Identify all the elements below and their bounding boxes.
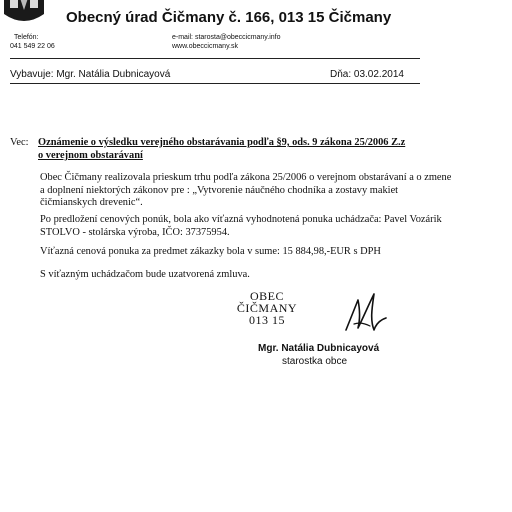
office-title: Obecný úrad Čičmany č. 166, 013 15 Čičmany xyxy=(66,9,392,26)
prepared-by: Vybavuje: Mgr. Natália Dubnicayová xyxy=(10,69,171,80)
paragraph-contract xyxy=(40,269,468,282)
paragraph-winner-line-1: Po predložení cenových ponúk, bola ako víťazná vyhodnotená ponuka uchádzača: Pavel Vozárik xyxy=(40,214,442,225)
signatory-name: Mgr. Natália Dubnicayová xyxy=(258,343,380,354)
phone-label: Telefón: xyxy=(14,34,39,41)
paragraph-price xyxy=(40,246,468,259)
paragraph-contract-line: S víťazným uchádzačom bude uzatvorená zmluva. xyxy=(40,269,250,280)
web-text: www.obeccicmany.sk xyxy=(172,43,239,50)
stamp-line-1: OBEC xyxy=(249,289,284,303)
paragraph-winner-line-2: STOLVO - stolárska výroba, IČO: 37375954. xyxy=(40,226,230,238)
phone-value: 041 549 22 06 xyxy=(10,43,55,50)
paragraph-winner xyxy=(40,214,468,239)
document-date: Dňa: 03.02.2014 xyxy=(330,69,404,80)
signatory-role: starostka obce xyxy=(282,356,348,367)
email-text: e-mail: starosta@obeccicmany.info xyxy=(172,34,281,41)
signature-icon xyxy=(340,280,390,340)
paragraph-survey-line-1: Obec Čičmany realizovala prieskum trhu podľa zákona 25/2006 o verejnom obstarávaní a o zmene xyxy=(40,172,452,183)
stamp-line-2: ČIČMANY xyxy=(236,301,298,315)
paragraph-survey-line-3: čičmianskych drevenic“. xyxy=(40,197,143,209)
subject-line-1: Oznámenie o výsledku verejného obstarávania podľa §9, ods. 9 zákona 25/2006 Z.z xyxy=(38,137,406,148)
coat-of-arms-icon xyxy=(0,0,48,24)
stamp-line-3: 013 15 xyxy=(249,313,285,327)
official-stamp xyxy=(230,290,304,326)
meta-divider xyxy=(10,83,420,84)
paragraph-survey-line-2: a doplnení niektorých zákonov pre : „Vytvorenie náučného chodníka a zostavy makiet xyxy=(40,184,399,196)
paragraph-price-line: Víťazná cenová ponuka za predmet zákazky bola v sume: 15 884,98,-EUR s DPH xyxy=(40,246,381,257)
subject-prefix: Vec: xyxy=(10,137,29,148)
paragraph-survey xyxy=(40,172,468,210)
subject-line-2: o verejnom obstarávaní xyxy=(38,150,143,161)
header-divider xyxy=(10,58,420,59)
